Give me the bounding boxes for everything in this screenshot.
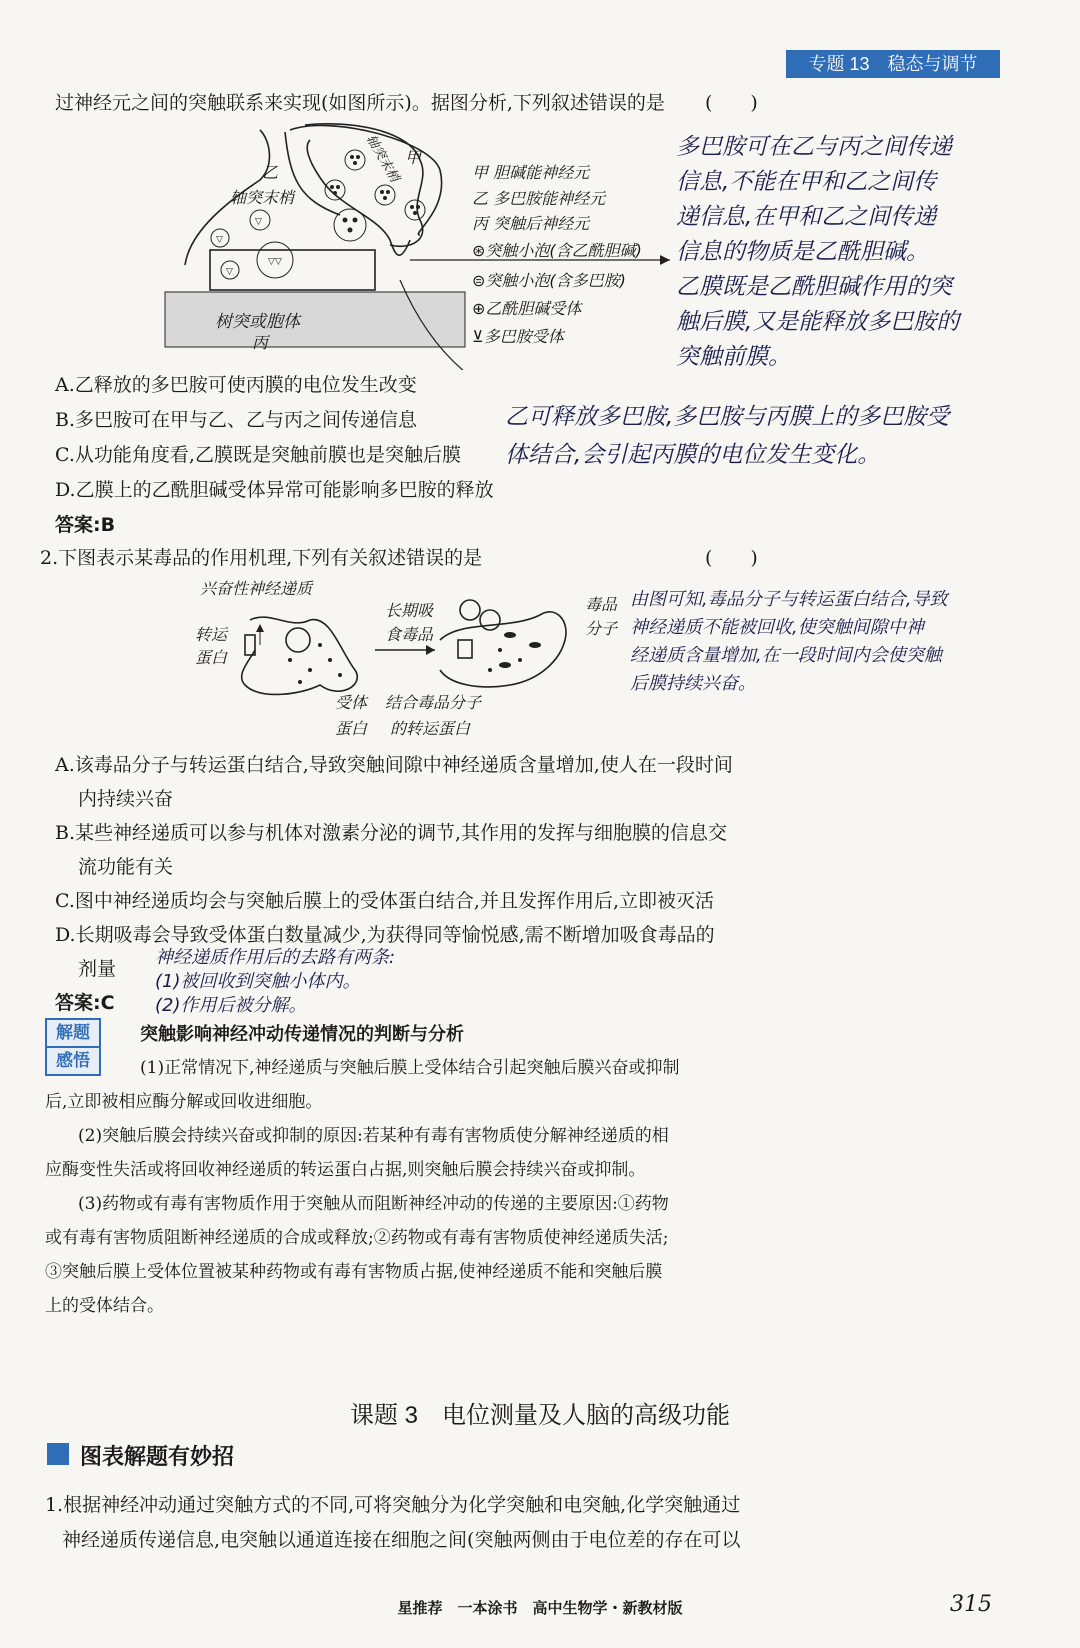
q1-note1-l2: 信息,不能在甲和乙之间传 [676, 169, 937, 195]
legend-ach-vesicle-text: 突触小泡(含乙酰胆碱) [485, 241, 642, 260]
label-drug-2: 分子 [585, 619, 618, 638]
legend-da-receptor [472, 324, 564, 347]
q2-option-a-cont: 内持续兴奋 [78, 788, 174, 810]
label-bound-1: 结合毒品分子 [385, 693, 482, 712]
q1-note1-l3: 递信息,在甲和乙之间传递 [676, 204, 937, 230]
q1-note1-l4: 信息的物质是乙酰胆碱。 [676, 239, 929, 265]
label-bound-2: 的转运蛋白 [390, 719, 471, 738]
synapse-right-outline [440, 612, 566, 687]
q2-bracket: ( ) [705, 547, 758, 569]
footer-text: 星推荐 一本涂书 高中生物学・新教材版 [397, 1599, 683, 1617]
q2-answer: 答案:C [55, 992, 115, 1014]
label-receptor-2: 蛋白 [335, 719, 368, 738]
q2-note-l2: 神经递质不能被回收,使突触间隙中神 [630, 617, 924, 638]
legend-ach-vesicle [472, 238, 642, 261]
svg-text:▽: ▽ [226, 267, 233, 277]
q2-note-l3: 经递质含量增加,在一段时间内会使突触 [630, 645, 942, 666]
label-yi-terminal: 轴突末梢 [230, 188, 295, 207]
label-receptor-1: 受体 [335, 693, 368, 712]
last-para-line-2: 神经递质传递信息,电突触以通道连接在细胞之间(突触两侧由于电位差的存在可以 [62, 1529, 741, 1551]
insight-line-4: 应酶变性失活或将回收神经递质的转运蛋白占据,则突触后膜会持续兴奋或抑制。 [45, 1160, 646, 1180]
q1-note1-l1: 多巴胺可在乙与丙之间传递 [676, 134, 952, 160]
label-transporter-1: 转运 [195, 625, 228, 644]
label-yi: 乙 [262, 163, 279, 182]
label-jia-terminal: 轴突末梢 [362, 132, 402, 185]
label-drug-1: 毒品 [585, 595, 618, 614]
insight-line-2: 后,立即被相应酶分解或回收进细胞。 [45, 1092, 323, 1112]
legend-da-receptor-text: 多巴胺受体 [483, 327, 564, 346]
insight-title: 突触影响神经冲动传递情况的判断与分析 [140, 1024, 464, 1045]
q2-stem: 2.下图表示某毒品的作用机理,下列有关叙述错误的是 [40, 547, 483, 569]
q1-option-d: D.乙膜上的乙酰胆碱受体异常可能影响多巴胺的释放 [55, 479, 494, 501]
q1-note2-l1: 乙可释放多巴胺,多巴胺与丙膜上的多巴胺受 [505, 404, 950, 430]
last-para-line-1: 1.根据神经冲动通过突触方式的不同,可将突触分为化学突触和电突触,化学突触通过 [45, 1494, 741, 1516]
q1-option-b: B.多巴胺可在甲与乙、乙与丙之间传递信息 [55, 409, 418, 431]
label-bing: 丙 [252, 333, 269, 352]
q1-bracket: ( ) [705, 92, 758, 114]
q2-option-b: B.某些神经递质可以参与机体对激素分泌的调节,其作用的发挥与细胞膜的信息交 [55, 822, 728, 844]
section-title: 图表解题有妙招 [80, 1445, 235, 1470]
q1-note2-l2: 体结合,会引起丙膜的电位发生变化。 [505, 442, 881, 468]
ach-receptor-icon: ⊕ [472, 299, 486, 318]
insight-badge-1: 解题 [45, 1018, 101, 1048]
q1-note1-l5: 乙膜既是乙酰胆碱作用的突 [676, 274, 952, 300]
vesicle-ach-icon: ⊛ [472, 241, 486, 260]
insight-line-8: 上的受体结合。 [45, 1296, 164, 1316]
q2-option-c: C.图中神经递质均会与突触后膜上的受体蛋白结合,并且发挥作用后,立即被灭活 [55, 890, 714, 912]
label-jia: 甲 [405, 148, 422, 167]
insight-line-6: 或有毒有害物质阻断神经递质的合成或释放;②药物或有毒有害物质使神经递质失活; [45, 1228, 669, 1248]
legend-da-vesicle [472, 268, 626, 291]
q1-stem: 过神经元之间的突触联系来实现(如图所示)。据图分析,下列叙述错误的是 [55, 92, 665, 114]
insight-line-7: ③突触后膜上受体位置被某种药物或有毒有害物质占据,使神经递质不能和突触后膜 [45, 1262, 663, 1282]
legend-ach-receptor-text: 乙酰胆碱受体 [485, 299, 582, 318]
insight-line-3: (2)突触后膜会持续兴奋或抑制的原因:若某种有毒有害物质使分解神经递质的相 [78, 1126, 669, 1146]
transporter-right [458, 640, 472, 658]
q1-answer: 答案:B [55, 514, 116, 536]
label-long-term-2: 食毒品 [385, 625, 434, 644]
label-long-term-1: 长期吸 [385, 601, 434, 620]
label-transporter-2: 蛋白 [195, 648, 228, 667]
q1-note1-l6: 触后膜,又是能释放多巴胺的 [676, 309, 960, 335]
vesicle-da-icon: ⊜ [472, 271, 486, 290]
insight-line-1: (1)正常情况下,神经递质与突触后膜上受体结合引起突触后膜兴奋或抑制 [140, 1058, 680, 1078]
q1-note1-l7: 突触前膜。 [676, 344, 791, 370]
label-dendrite: 树突或胞体 [215, 312, 300, 332]
svg-text:▽▽: ▽▽ [268, 257, 282, 267]
q2-option-d: D.长期吸毒会导致受体蛋白数量减少,为获得同等愉悦感,需不断增加吸食毒品的 [55, 924, 715, 946]
q2-option-b-cont: 流功能有关 [78, 856, 174, 878]
legend-yi: 乙 多巴胺能神经元 [472, 189, 606, 208]
lesson-title: 课题 3 电位测量及人脑的高级功能 [349, 1402, 730, 1429]
q2-note-l4: 后膜持续兴奋。 [630, 673, 756, 694]
q1-option-a: A.乙释放的多巴胺可使丙膜的电位发生改变 [55, 374, 417, 396]
da-receptor-icon: ⊻ [472, 327, 484, 346]
label-excitatory-nt: 兴奋性神经递质 [200, 579, 313, 598]
legend-da-vesicle-text: 突触小泡(含多巴胺) [485, 271, 626, 290]
svg-text:▽: ▽ [216, 235, 223, 245]
q2-note-l1: 由图可知,毒品分子与转运蛋白结合,导致 [630, 589, 948, 610]
q2-note-d-l3: (2)作用后被分解。 [155, 995, 307, 1016]
q1-option-c: C.从功能角度看,乙膜既是突触前膜也是突触后膜 [55, 444, 461, 466]
q2-note-d-l1: 神经递质作用后的去路有两条: [155, 947, 396, 968]
page-number: 315 [950, 1592, 992, 1617]
section-square-icon [47, 1443, 69, 1465]
q2-option-a: A.该毒品分子与转运蛋白结合,导致突触间隙中神经递质含量增加,使人在一段时间 [55, 754, 733, 776]
legend-bing: 丙 突触后神经元 [472, 214, 590, 233]
legend-ach-receptor [472, 296, 581, 319]
insight-line-5: (3)药物或有毒有害物质作用于突触从而阻断神经冲动的传递的主要原因:①药物 [78, 1194, 669, 1214]
legend-jia: 甲 胆碱能神经元 [472, 163, 590, 182]
svg-text:▽: ▽ [255, 217, 262, 227]
insight-badge-2: 感悟 [45, 1046, 101, 1076]
q2-option-d-cont: 剂量 [78, 958, 117, 980]
topic-header: 专题 13 稳态与调节 [786, 50, 1000, 78]
q2-note-d-l2: (1)被回收到突触小体内。 [155, 971, 361, 992]
